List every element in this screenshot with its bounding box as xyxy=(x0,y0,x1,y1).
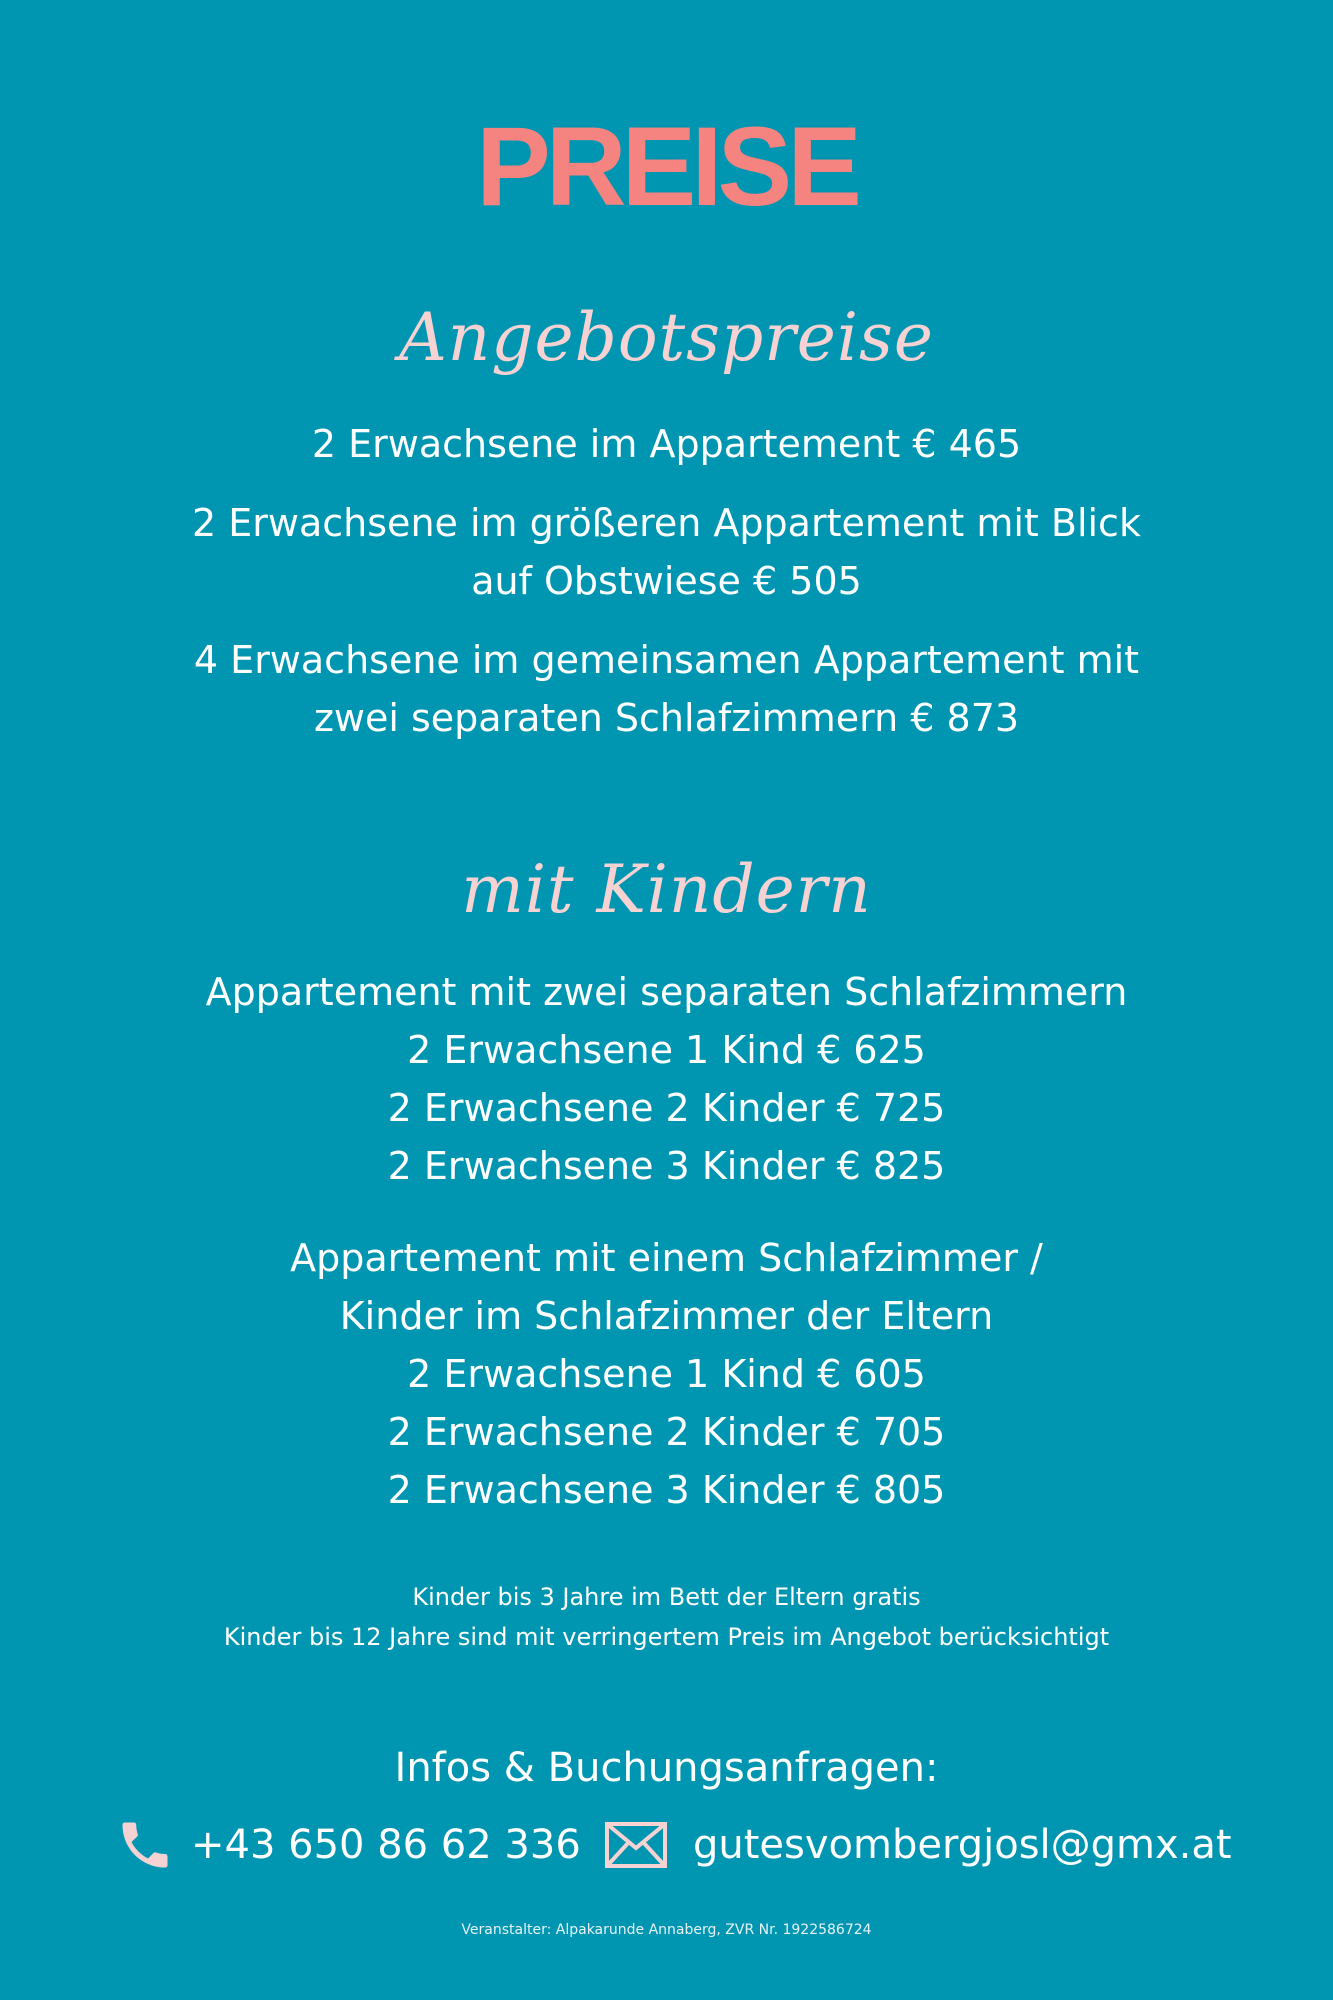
envelope-icon xyxy=(605,1822,667,1868)
contact-heading: Infos & Buchungsanfragen: xyxy=(394,1745,939,1791)
kids-group2-line: Kinder im Schlafzimmer der Eltern xyxy=(339,1294,994,1338)
offer-line: auf Obstwiese € 505 xyxy=(471,559,862,603)
kids-group1-line: 2 Erwachsene 3 Kinder € 825 xyxy=(387,1144,946,1188)
kids-group1-line: 2 Erwachsene 1 Kind € 625 xyxy=(407,1028,926,1072)
offer-line: zwei separaten Schlafzimmern € 873 xyxy=(313,696,1020,740)
offers-heading: Angebotspreise xyxy=(399,299,934,376)
phone-icon xyxy=(115,1815,175,1875)
footer-note: Veranstalter: Alpakarunde Annaberg, ZVR Nr. 1922586724 xyxy=(461,1922,872,1938)
offer-line: 4 Erwachsene im gemeinsamen Appartement mit xyxy=(193,638,1140,682)
kids-group2-line: 2 Erwachsene 1 Kind € 605 xyxy=(407,1352,926,1396)
kids-group1-line: Appartement mit zwei separaten Schlafzimmern xyxy=(205,970,1128,1014)
page-title: PREISE xyxy=(476,104,857,229)
email-address: gutesvombergjosl@gmx.at xyxy=(693,1822,1232,1868)
kids-group1-line: 2 Erwachsene 2 Kinder € 725 xyxy=(387,1086,946,1130)
kids-group2-line: 2 Erwachsene 3 Kinder € 805 xyxy=(387,1468,946,1512)
offer-line: 2 Erwachsene im größeren Appartement mit Blick xyxy=(192,501,1141,545)
note-line: Kinder bis 12 Jahre sind mit verringertem Preis im Angebot berücksichtigt xyxy=(223,1623,1110,1651)
phone-number: +43 650 86 62 336 xyxy=(191,1822,581,1868)
note-line: Kinder bis 3 Jahre im Bett der Eltern gratis xyxy=(412,1583,921,1611)
kids-group2-line: 2 Erwachsene 2 Kinder € 705 xyxy=(387,1410,946,1454)
phone-contact[interactable] xyxy=(115,1810,581,1880)
kids-group2-line: Appartement mit einem Schlafzimmer / xyxy=(290,1236,1043,1280)
kids-heading: mit Kindern xyxy=(461,851,872,928)
contact-row xyxy=(0,1810,1333,1880)
offer-line: 2 Erwachsene im Appartement € 465 xyxy=(311,422,1022,466)
email-contact[interactable] xyxy=(605,1810,1232,1880)
